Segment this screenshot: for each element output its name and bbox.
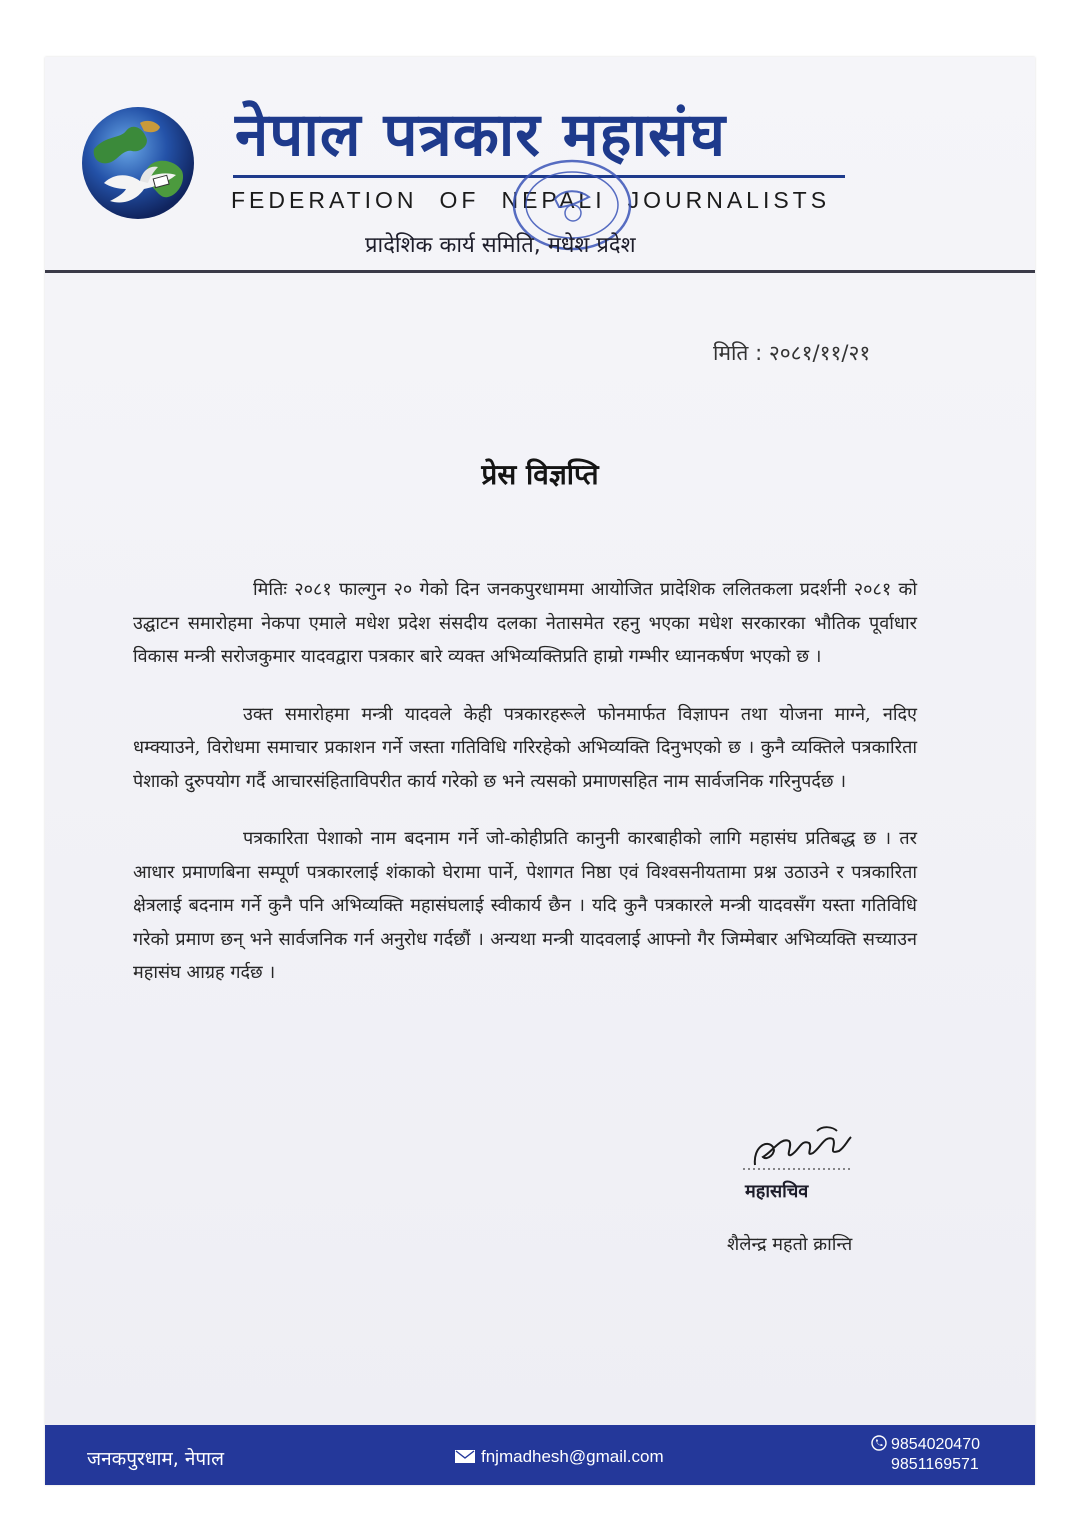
handwritten-signature	[733, 1117, 863, 1187]
signatory-name: शैलेन्द्र महतो क्रान्ति	[727, 1234, 853, 1255]
body-paragraph: मितिः २०८१ फाल्गुन २० गेको दिन जनकपुरधाममा आयोजित प्रादेशिक ललितकला प्रदर्शनी २०८१ को उद्घाटन समारोहमा नेकपा एमाले मधेश प्रदेश संसदीय दलका नेतासमेत रहनु भएका मधेश सरकारका भौतिक पूर्वाधार विकास मन्त्री सरोजकुमार यादवद्वारा पत्रकार बारे व्यक्त अभिव्यक्तिप्रति हाम्रो गम्भीर ध्यानकर्षण भएको छ ।	[133, 579, 917, 667]
footer-address: जनकपुरधाम, नेपाल	[87, 1448, 224, 1470]
footer-email	[455, 1447, 664, 1467]
org-name-en-part: JOURNALISTS	[627, 187, 831, 213]
letterhead-footer	[45, 1425, 1035, 1485]
document-date: मिति : २०८१/११/२१	[713, 341, 871, 365]
document-heading: प्रेस विज्ञप्ति	[481, 458, 599, 491]
phone-icon	[871, 1435, 887, 1451]
phone-number: 9851169571	[891, 1456, 979, 1473]
org-name-en-part: FEDERATION	[231, 187, 418, 213]
body-paragraph: पत्रकारिता पेशाको नाम बदनाम गर्ने जो-कोहीप्रति कानुनी कारबाहीको लागि महासंघ प्रतिबद्ध छ । तर आधार प्रमाणबिना सम्पूर्ण पत्रकारलाई शंकाको घेरामा पार्ने, पेशागत निष्ठा एवं विश्वसनीयतामा प्रश्न उठाउने र पत्रकारिता क्षेत्रलाई बदनाम गर्ने कुनै पनि अभिव्यक्ति महासंघलाई स्वीकार्य छैन । यदि कुनै पत्रकारले मन्त्री यादवसँग यस्ता गतिविधि गरेको प्रमाण छन् भने सार्वजनिक गर्न अनुरोध गर्दछौं । अन्यथा मन्त्री यादवलाई आफ्नो गैर जिम्मेबार अभिव्यक्ति सच्याउन महासंघ आग्रह गर्दछ ।	[133, 828, 917, 983]
globe-dove-logo-icon	[80, 105, 196, 221]
email-address: fnjmadhesh@gmail.com	[481, 1447, 664, 1466]
press-release-body	[133, 573, 917, 1014]
signatory-role: महासचिव	[745, 1181, 809, 1202]
envelope-icon	[455, 1450, 475, 1463]
header-divider	[45, 270, 1035, 273]
org-name-en-part: NEPALI	[501, 187, 606, 213]
org-name-nepali: नेपाल पत्रकार महासंघ	[235, 100, 727, 170]
phone-number: 9854020470	[891, 1436, 980, 1453]
org-name-en-part: OF	[439, 187, 480, 213]
regional-committee-subtitle: प्रादेशिक कार्य समिति, मधेश प्रदेश	[365, 233, 636, 258]
body-paragraph: उक्त समारोहमा मन्त्री यादवले केही पत्रकारहरूले फोनमार्फत विज्ञापन तथा योजना माग्ने, नदिए धम्क्याउने, विरोधमा समाचार प्रकाशन गर्ने जस्ता गतिविधि गरिरहेको अभिव्यक्ति दिनुभएको छ । कुनै व्यक्तिले पत्रकारिता पेशाको दुरुपयोग गर्दै आचारसंहिताविपरीत कार्य गरेको छ भने त्यसको प्रमाणसहित नाम सार्वजनिक गरिनुपर्दछ ।	[133, 703, 917, 792]
letterhead-page	[45, 57, 1035, 1485]
footer-phones	[871, 1435, 980, 1475]
